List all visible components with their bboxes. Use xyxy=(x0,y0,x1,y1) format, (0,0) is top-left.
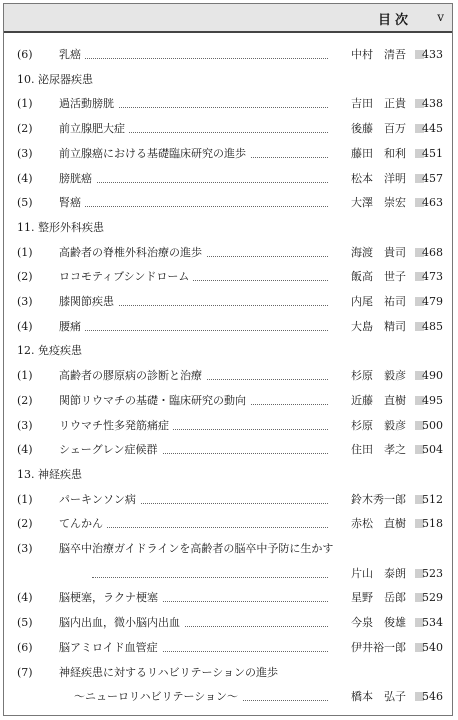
entry-number: (3) xyxy=(17,295,33,308)
entry-author: 吉田 正貴 xyxy=(351,97,406,111)
entry-number: (3) xyxy=(17,542,33,555)
entry-page: 433 xyxy=(422,48,443,61)
entry-author: 大島 精司 xyxy=(351,319,406,333)
entry-title: 過活動膀胱 xyxy=(59,93,118,115)
entry-author: 近藤 直樹 xyxy=(351,393,406,407)
toc-entry-continuation xyxy=(4,686,452,708)
toc-entry xyxy=(4,415,452,437)
leader-dots xyxy=(64,206,328,207)
entry-page: 500 xyxy=(422,418,443,432)
entry-author: 星野 岳郎 xyxy=(351,591,406,605)
entry-author: 杉原 毅彦 xyxy=(351,418,406,432)
entry-number: (4) xyxy=(17,171,33,185)
toc-entry xyxy=(4,637,452,659)
toc-section-heading xyxy=(4,340,452,362)
entry-title: 高齢者の脊椎外科治療の進歩 xyxy=(59,242,206,264)
entry-number: (1) xyxy=(17,492,33,506)
entry-page: 445 xyxy=(422,122,443,136)
entry-author: 藤田 和利 xyxy=(351,146,406,160)
entry-page: 473 xyxy=(422,270,443,284)
entry-page: 490 xyxy=(422,369,443,383)
entry-author: 橋本 弘子 xyxy=(351,690,406,704)
entry-title: 〜ニューロリハビリテーション〜 xyxy=(74,686,242,708)
leader-dots xyxy=(92,577,328,578)
toc-entry xyxy=(4,316,452,338)
entry-number: (4) xyxy=(17,591,33,605)
entry-author: 飯高 世子 xyxy=(351,270,406,284)
entry-number: (2) xyxy=(17,393,33,407)
entry-title: 膀胱癌 xyxy=(59,168,96,190)
entry-page: 451 xyxy=(422,146,443,160)
toc-entry xyxy=(4,365,452,387)
entry-number: (6) xyxy=(17,640,33,654)
entry-title: 膝関節疾患 xyxy=(59,291,118,313)
entry-title: 脳梗塞，ラクナ梗塞 xyxy=(59,587,162,609)
entry-number: (2) xyxy=(17,122,33,136)
section-label: 11. 整形外科疾患 xyxy=(17,220,104,234)
entry-author: 海渡 貴司 xyxy=(351,245,406,259)
entry-number: (2) xyxy=(17,517,33,531)
entry-author: 杉原 毅彦 xyxy=(351,369,406,383)
entry-title: 前立腺肥大症 xyxy=(59,118,129,140)
entry-number: (6) xyxy=(17,48,33,61)
toc-entry xyxy=(4,242,452,264)
entry-title: ロコモティブシンドローム xyxy=(59,266,193,288)
toc-entry xyxy=(4,513,452,535)
entry-title: 脳卒中治療ガイドラインを高齢者の脳卒中予防に生かす xyxy=(59,538,337,560)
entry-author: 伊井裕一郎 xyxy=(351,640,406,654)
entry-title: 腎癌 xyxy=(59,192,85,214)
entry-title: 腰痛 xyxy=(59,316,85,338)
toc-entry xyxy=(4,489,452,511)
toc-entry xyxy=(4,44,452,66)
entry-number: (3) xyxy=(17,418,33,432)
toc-entry xyxy=(4,662,452,684)
entry-title: 関節リウマチの基礎・臨床研究の動向 xyxy=(59,390,250,412)
page-title: 目次 xyxy=(377,13,412,28)
leader-dots xyxy=(64,182,328,183)
entry-page: 463 xyxy=(422,196,443,210)
section-label: 12. 免疫疾患 xyxy=(17,344,82,358)
entry-title: てんかん xyxy=(59,513,107,535)
entry-page: 485 xyxy=(422,319,443,333)
toc-section-heading xyxy=(4,217,452,239)
entry-page: 512 xyxy=(422,492,443,506)
entry-number: (5) xyxy=(17,196,33,210)
entry-author: 赤松 直樹 xyxy=(351,517,406,531)
entry-page: 495 xyxy=(422,393,443,407)
entry-title: 神経疾患に対するリハビリテーションの進歩 xyxy=(59,662,282,684)
entry-page: 457 xyxy=(422,171,443,185)
toc-entry xyxy=(4,118,452,140)
toc-section-heading xyxy=(4,464,452,486)
entry-number: (1) xyxy=(17,245,33,259)
entry-page: 479 xyxy=(422,295,443,308)
entry-number: (2) xyxy=(17,270,33,284)
entry-page: 529 xyxy=(422,591,443,605)
page-frame xyxy=(3,3,453,716)
toc-entry xyxy=(4,143,452,165)
entry-author: 大澤 崇宏 xyxy=(351,196,406,210)
entry-title: 前立腺癌における基礎臨床研究の進歩 xyxy=(59,143,250,165)
entry-author: 片山 泰朗 xyxy=(351,566,406,580)
toc-section-heading xyxy=(4,69,452,91)
leader-dots xyxy=(64,58,328,59)
entry-number: (5) xyxy=(17,616,33,630)
entry-number: (1) xyxy=(17,97,33,111)
toc-entry xyxy=(4,93,452,115)
entry-page: 468 xyxy=(422,245,443,259)
entry-number: (4) xyxy=(17,443,33,457)
header-rule xyxy=(4,31,452,33)
entry-title: 乳癌 xyxy=(59,44,85,66)
section-label: 10. 泌尿器疾患 xyxy=(17,72,93,86)
toc-entry xyxy=(4,291,452,313)
entry-page: 504 xyxy=(422,443,443,457)
entry-title: 高齢者の膠原病の診断と治療 xyxy=(59,365,206,387)
entry-number: (3) xyxy=(17,146,33,160)
entry-author: 鈴木秀一郎 xyxy=(351,492,406,506)
entry-number: (7) xyxy=(17,665,33,679)
entry-number: (4) xyxy=(17,319,33,333)
section-label: 13. 神経疾患 xyxy=(17,467,82,481)
toc-entry xyxy=(4,587,452,609)
entry-author: 住田 孝之 xyxy=(351,443,406,457)
entry-author: 中村 清吾 xyxy=(351,48,406,61)
entry-title: パーキンソン病 xyxy=(59,489,140,511)
toc-entry-continuation xyxy=(4,563,452,585)
toc-entry xyxy=(4,168,452,190)
entry-author: 今泉 俊雄 xyxy=(351,616,406,630)
entry-page: 546 xyxy=(422,690,443,704)
toc-entry xyxy=(4,266,452,288)
entry-page: 518 xyxy=(422,517,443,531)
entry-author: 内尾 祐司 xyxy=(351,295,406,308)
toc-entry xyxy=(4,439,452,461)
entry-title: リウマチ性多発筋痛症 xyxy=(59,415,173,437)
entry-title: 脳アミロイド血管症 xyxy=(59,637,162,659)
page-number: v xyxy=(437,10,444,24)
entry-title: シェーグレン症候群 xyxy=(59,439,162,461)
entry-number: (1) xyxy=(17,369,33,383)
toc-entry xyxy=(4,612,452,634)
entry-title: 脳内出血，微小脳内出血 xyxy=(59,612,184,634)
entry-page: 523 xyxy=(422,566,443,580)
entry-page: 540 xyxy=(422,640,443,654)
entry-page: 534 xyxy=(422,616,443,630)
entry-author: 後藤 百万 xyxy=(351,122,406,136)
entry-page: 438 xyxy=(422,97,443,111)
toc-entry xyxy=(4,192,452,214)
toc-entry xyxy=(4,390,452,412)
leader-dots xyxy=(64,330,328,331)
entry-author: 松本 洋明 xyxy=(351,171,406,185)
toc-entry xyxy=(4,538,452,560)
